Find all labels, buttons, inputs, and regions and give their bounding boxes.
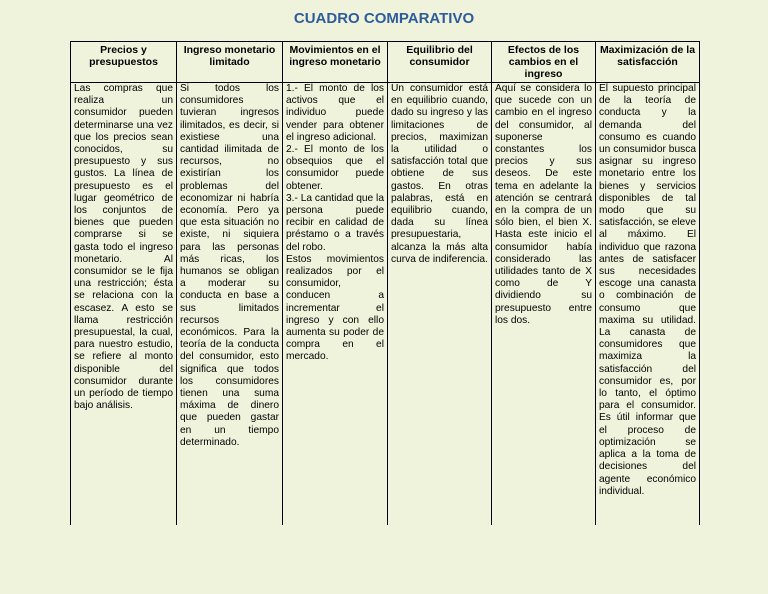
table-cell: Las compras que realiza un consumidor pueden determinarse una vez que los precios sean conocidos, su presupuesto y sus gustos. La línea de presupuesto es el lugar geométrico de los conjuntos de bienes que pueden comprarse si se gasta todo el ingreso monetario. Al consumidor se le fija una restricción; ésta se relaciona con la escasez. A esto se llama restricción presupuestal, la cual, para nuestro estudio, se refiere al monto disponible del consumidor durante un período de tiempo bajo análisis. [71,83,177,526]
header-row [71,42,700,83]
page-title: CUADRO COMPARATIVO [293,10,475,27]
table-cell: Un consumidor está en equilibrio cuando, dado su ingreso y las limitaciones de precios, maximizan la utilidad o satisfacción total que obtiene de sus gastos. En otras palabras, está en equilibrio cuando, dada su línea presupuestaria, alcanza la más alta curva de indiferencia. [388,83,492,526]
table-cell: 1.- El monto de los activos que el individuo puede vender para obtener el ingreso adicional. 2.- El monto de los obsequios que el consumidor puede obtener. 3.- La cantidad que la persona puede recibir en calidad de préstamo o a través del robo. Estos movimientos realizados por el consumidor, conducen a incrementar el ingreso y con ello aumenta su poder de compra en el mercado. [283,83,388,526]
table-cell: Si todos los consumidores tuvieran ingresos ilimitados, es decir, si existiese una cantidad ilimitada de recursos, no existirían los problemas del economizar ni habría economía. Pero ya que esta situación no existe, ni siquiera para las personas más ricas, los humanos se obligan a moderar su conducta en base a sus limitados recursos económicos. Para la teoría de la conducta del consumidor, esto significa que todos los consumidores tienen una suma máxima de dinero que pueden gastar en un tiempo determinado. [177,83,283,526]
header-cell: Maximización de la satisfacción [596,42,700,83]
header-cell: Efectos de los cambios en el ingreso [492,42,596,83]
table-cell: Aquí se considera lo que sucede con un cambio en el ingreso del consumidor, al suponerse constantes los precios y sus deseos. De este tema en adelante la atención se centrará en la compra de un sólo bien, el bien X. Hasta este inicio el consumidor había considerado las utilidades tanto de X como de Y dividiendo su presupuesto entre los dos. [492,83,596,526]
header-cell: Equilibrio del consumidor [388,42,492,83]
comparison-table [70,41,700,525]
table-row [71,83,700,526]
header-cell: Ingreso monetario limitado [177,42,283,83]
table-cell: El supuesto principal de la teoría de conducta y la demanda del consumo es cuando un consumidor busca asignar su ingreso monetario entre los bienes y servicios disponibles de tal modo que su satisfacción, se eleve al máximo. El individuo que razona antes de satisfacer sus necesidades escoge una canasta o combinación de consumo que maxima su utilidad. La canasta de consumidores que maximiza la satisfacción del consumidor es, por lo tanto, el óptimo para el consumidor. Es útil informar que el proceso de optimización se aplica a la toma de decisiones del agente económico individual. [596,83,700,526]
header-cell: Movimientos en el ingreso monetario [283,42,388,83]
header-cell: Precios y presupuestos [71,42,177,83]
